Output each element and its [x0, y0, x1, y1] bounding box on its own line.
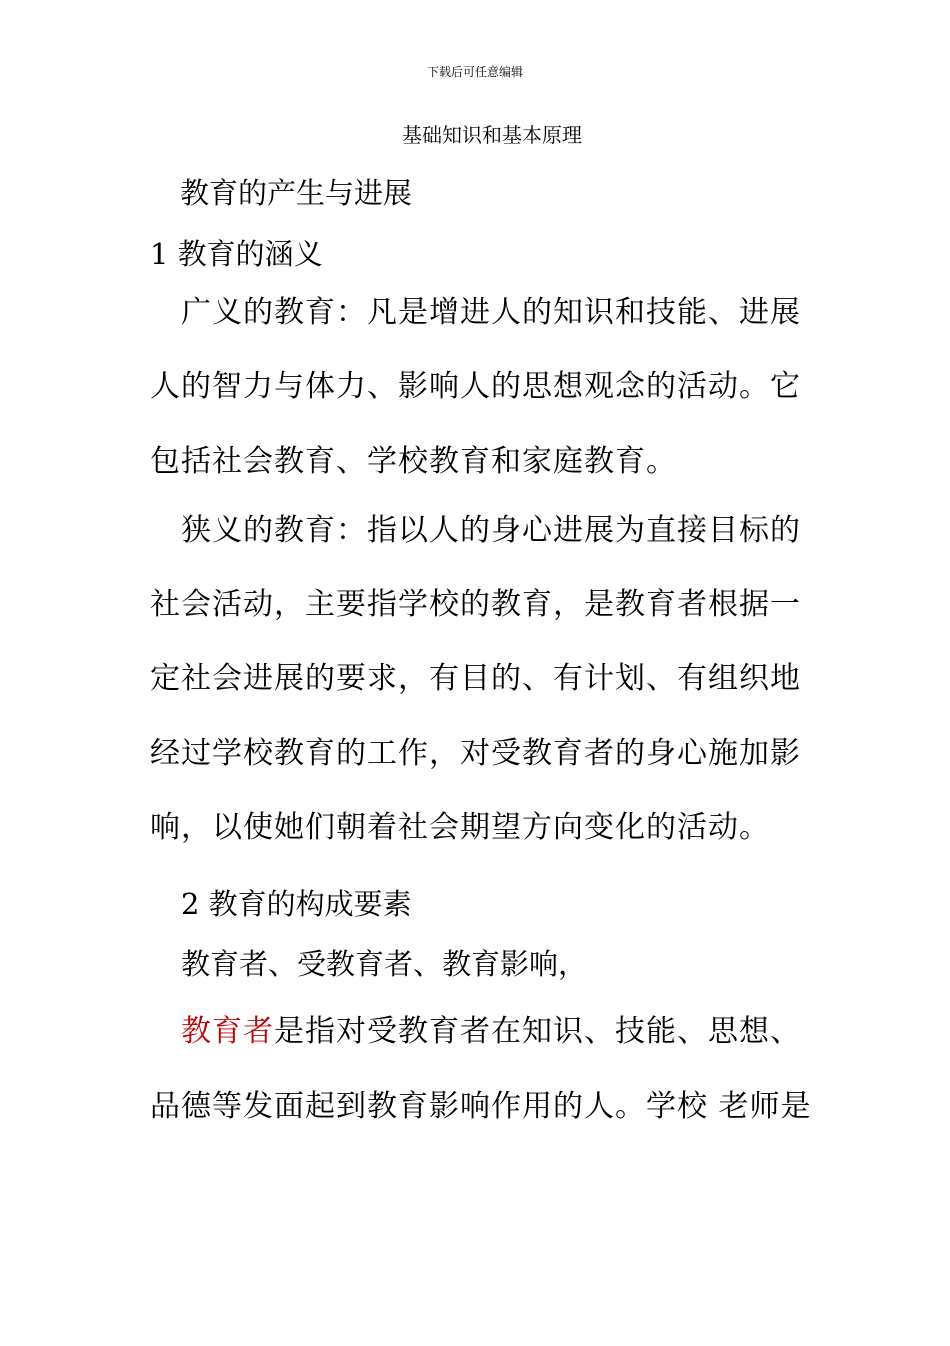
- elements-line: 教育者、受教育者、教育影响，: [181, 947, 588, 981]
- narrow-definition-line-2: 社会活动，主要指学校的教育，是教育者根据一: [150, 587, 801, 622]
- section-heading: 教育的产生与进展: [180, 176, 413, 210]
- educator-definition-line-2: 品德等发面起到教育影响作用的人。学校 老师是: [150, 1089, 812, 1124]
- subsection-heading-1: 1 教育的涵义: [150, 237, 323, 271]
- broad-definition-line-1: 广义的教育：凡是增进人的知识和技能、进展: [181, 295, 801, 330]
- educator-term: 教育者: [181, 1014, 274, 1049]
- broad-definition-line-3: 包括社会教育、学校教育和家庭教育。: [150, 444, 677, 479]
- header-note: 下载后可任意编辑: [426, 65, 523, 79]
- broad-definition-line-2: 人的智力与体力、影响人的思想观念的活动。它: [150, 369, 801, 404]
- narrow-definition-line-5: 响，以使她们朝着社会期望方向变化的活动。: [150, 810, 770, 845]
- narrow-definition-line-3: 定社会进展的要求，有目的、有计划、有组织地: [150, 661, 801, 696]
- document-title: 基础知识和基本原理: [402, 123, 582, 147]
- educator-definition-text: 是指对受教育者在知识、技能、思想、: [274, 1014, 801, 1049]
- narrow-definition-line-1: 狭义的教育：指以人的身心进展为直接目标的: [181, 513, 801, 548]
- educator-definition-line-1: [181, 1014, 801, 1049]
- subsection-heading-2: 2 教育的构成要素: [181, 887, 412, 921]
- narrow-definition-line-4: 经过学校教育的工作，对受教育者的身心施加影: [150, 736, 801, 771]
